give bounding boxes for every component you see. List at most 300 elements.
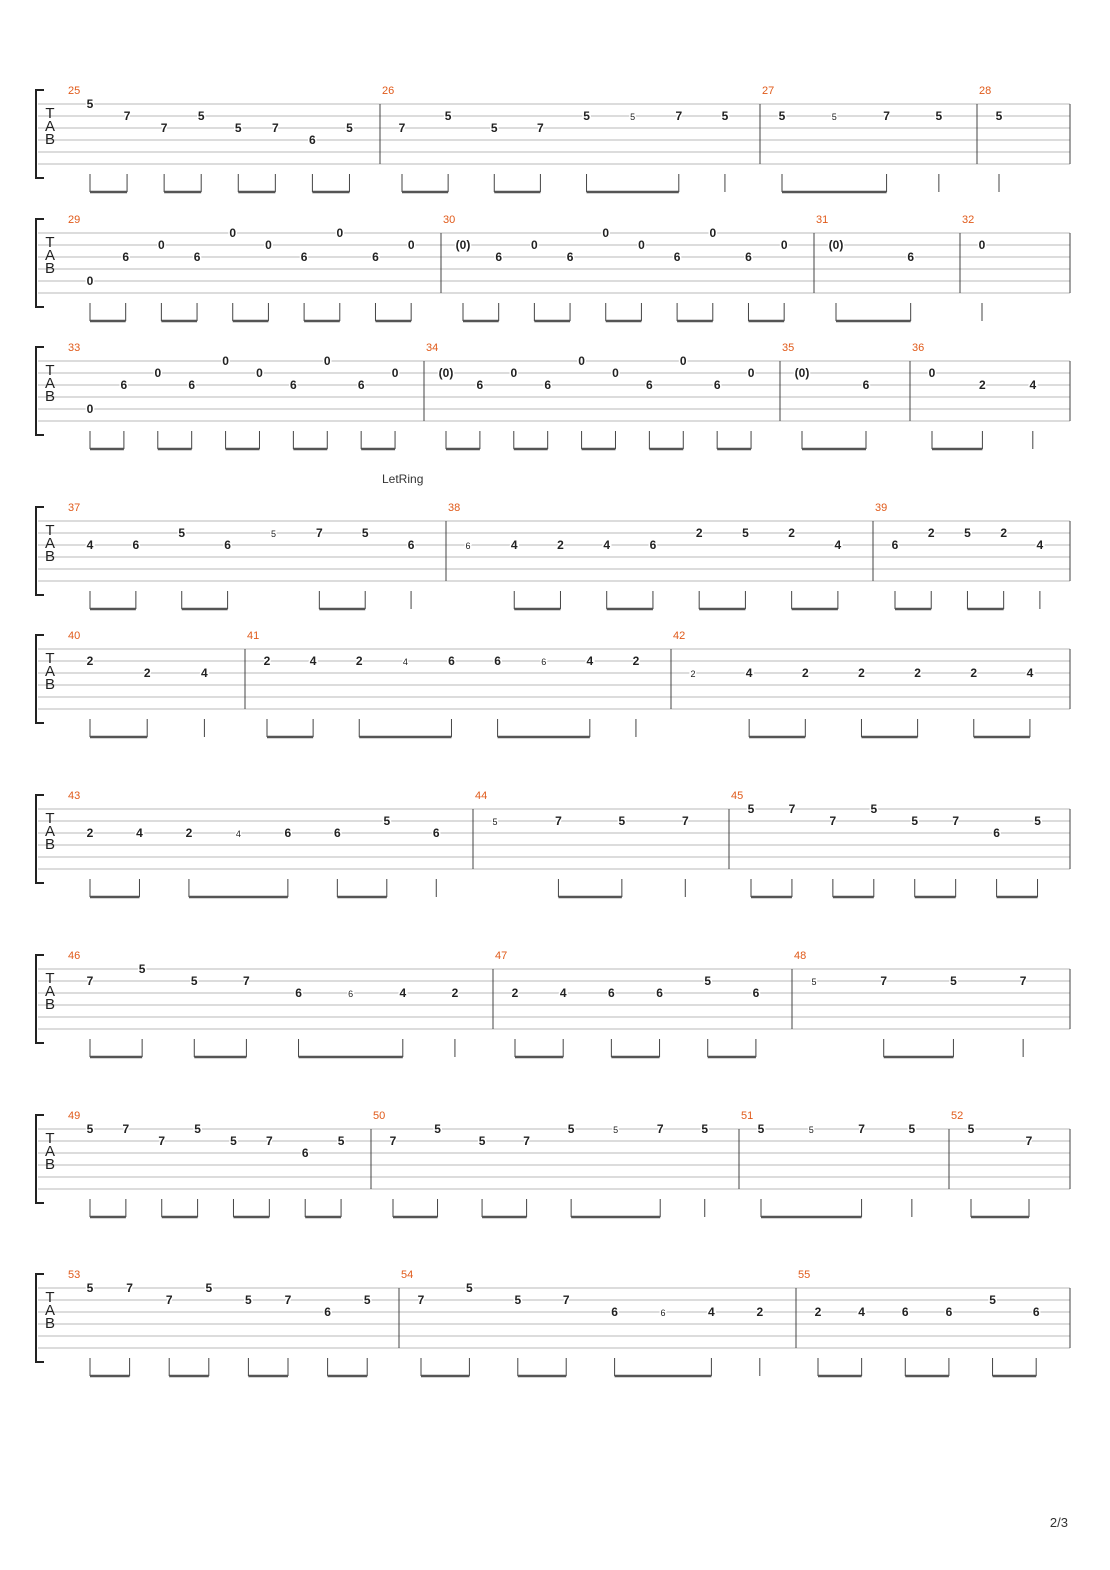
fret-number: 7	[1025, 1134, 1033, 1148]
fret-number: 7	[126, 1281, 133, 1295]
fret-number: 7	[165, 1293, 173, 1307]
tab-clef-letter: B	[44, 388, 56, 405]
fret-number: 7	[1019, 974, 1027, 988]
fret-number: 0	[510, 366, 518, 380]
measure-number: 54	[401, 1269, 414, 1281]
grace-fret-number: 5	[811, 977, 817, 987]
grace-fret-number: 5	[492, 817, 498, 827]
fret-number: 5	[86, 1122, 94, 1136]
grace-fret-number: 6	[465, 541, 471, 551]
measure	[68, 85, 353, 192]
fret-number: 6	[494, 654, 501, 668]
measure-number: 47	[495, 950, 508, 962]
measure-number: 37	[68, 502, 81, 514]
system-bracket	[36, 1115, 44, 1203]
fret-number: 0	[336, 226, 344, 240]
fret-number: 6	[566, 250, 574, 264]
measure	[373, 1110, 708, 1217]
page-number: 2/3	[1049, 1515, 1068, 1530]
fret-number: 2	[451, 986, 459, 1000]
measure	[443, 214, 788, 321]
fret-number: 0	[531, 238, 538, 252]
fret-number: (0)	[438, 366, 454, 380]
fret-number: 4	[559, 986, 567, 1000]
tab-clef-letter: A	[44, 535, 56, 552]
fret-number: 7	[788, 802, 796, 816]
fret-number: 6	[432, 826, 440, 840]
fret-number: 0	[709, 226, 717, 240]
fret-number: 7	[675, 109, 683, 123]
fret-number: 0	[323, 354, 331, 368]
fret-number: 5	[86, 1281, 94, 1295]
tab-clef-letter: A	[44, 1143, 56, 1160]
fret-number: 4	[1029, 378, 1037, 392]
fret-number: 6	[713, 378, 721, 392]
fret-number: 0	[928, 366, 936, 380]
fret-number: 6	[891, 538, 899, 552]
measure	[731, 790, 1041, 897]
fret-number: 5	[444, 109, 452, 123]
fret-number: 5	[870, 802, 878, 816]
tab-clef-letter: B	[44, 1315, 56, 1332]
measure	[247, 630, 640, 737]
fret-number: 4	[1036, 538, 1044, 552]
tab-clef-letter: T	[45, 810, 55, 827]
fret-number: 7	[417, 1293, 425, 1307]
measure	[673, 630, 1034, 737]
fret-number: 4	[201, 666, 208, 680]
fret-number: 6	[448, 654, 455, 668]
fret-number: 5	[747, 802, 755, 816]
fret-number: 5	[86, 97, 94, 111]
tab-clef-letter: B	[44, 131, 56, 148]
fret-number: 6	[495, 250, 503, 264]
measure	[68, 790, 440, 897]
fret-number: 6	[372, 250, 379, 264]
measure-number: 42	[673, 630, 686, 642]
fret-number: 2	[86, 654, 94, 668]
grace-fret-number: 5	[808, 1125, 814, 1135]
measure	[448, 502, 842, 609]
fret-number: (0)	[794, 366, 810, 380]
fret-number: 0	[747, 366, 755, 380]
let-ring-annotation: LetRing	[382, 472, 424, 486]
fret-number: 6	[907, 250, 915, 264]
fret-number: 6	[120, 378, 128, 392]
fret-number: 5	[230, 1134, 237, 1148]
fret-number: 2	[756, 1305, 764, 1319]
measure	[912, 342, 1036, 449]
fret-number: 6	[649, 538, 657, 552]
fret-number: 6	[673, 250, 681, 264]
measure-number: 38	[448, 502, 461, 514]
system-bracket	[36, 955, 44, 1043]
tab-clef-letter: T	[45, 1289, 55, 1306]
fret-number: 6	[224, 538, 231, 552]
fret-number: 5	[567, 1122, 575, 1136]
measure-number: 43	[68, 790, 81, 802]
fret-number: 6	[324, 1305, 331, 1319]
measure	[68, 342, 399, 449]
fret-number: 6	[1032, 1305, 1040, 1319]
fret-number: 7	[389, 1134, 397, 1148]
fret-number: 5	[363, 1293, 371, 1307]
fret-number: 5	[194, 1122, 201, 1136]
fret-number: 5	[490, 121, 498, 135]
fret-number: 5	[383, 814, 391, 828]
fret-number: 2	[858, 666, 865, 680]
fret-number: 6	[646, 378, 653, 392]
fret-number: 0	[679, 354, 687, 368]
tab-clef-letter: B	[44, 836, 56, 853]
grace-fret-number: 4	[402, 657, 408, 667]
fret-number: 0	[229, 226, 237, 240]
measure	[382, 85, 729, 192]
measure	[794, 950, 1027, 1057]
measure	[962, 214, 986, 321]
measure-number: 52	[951, 1110, 964, 1122]
tab-clef-letter: B	[44, 1156, 56, 1173]
system-bracket	[36, 1274, 44, 1362]
fret-number: 5	[701, 1122, 709, 1136]
fret-number: 7	[952, 814, 960, 828]
fret-number: 0	[638, 238, 645, 252]
fret-number: 2	[557, 538, 564, 552]
measure	[68, 950, 459, 1057]
tab-system	[36, 1110, 1070, 1217]
measure-number: 50	[373, 1110, 386, 1122]
fret-number: 5	[967, 1122, 975, 1136]
fret-number: 6	[901, 1305, 909, 1319]
fret-number: 5	[197, 109, 205, 123]
fret-number: 7	[123, 109, 131, 123]
fret-number: 4	[136, 826, 143, 840]
fret-number: 5	[950, 974, 957, 988]
measure	[875, 502, 1044, 609]
tab-system	[36, 1269, 1070, 1376]
system-bracket	[36, 90, 44, 178]
tab-clef-letter: A	[44, 983, 56, 1000]
fret-number: 6	[333, 826, 341, 840]
measure	[401, 1269, 763, 1376]
measure-number: 45	[731, 790, 744, 802]
fret-number: 6	[945, 1305, 953, 1319]
fret-number: 5	[935, 109, 943, 123]
measure-number: 34	[426, 342, 439, 354]
grace-fret-number: 6	[348, 989, 354, 999]
measure	[762, 85, 943, 192]
tab-clef-letter: A	[44, 823, 56, 840]
measure-number: 26	[382, 85, 395, 97]
fret-number: 7	[523, 1134, 530, 1148]
measure-number: 46	[68, 950, 81, 962]
fret-number: 7	[86, 974, 94, 988]
fret-number: 5	[704, 974, 712, 988]
measure	[68, 630, 208, 737]
fret-number: 5	[908, 1122, 916, 1136]
measure-number: 44	[475, 790, 488, 802]
measure-number: 49	[68, 1110, 81, 1122]
fret-number: 4	[586, 654, 594, 668]
fret-number: 7	[122, 1122, 130, 1136]
fret-number: 0	[86, 274, 94, 288]
fret-number: 6	[407, 538, 415, 552]
fret-number: 5	[583, 109, 590, 123]
fret-number: 0	[158, 238, 165, 252]
tab-system	[36, 214, 1070, 321]
tab-clef-letter: T	[45, 970, 55, 987]
fret-number: 2	[511, 986, 519, 1000]
fret-number: 5	[742, 526, 749, 540]
measure-number: 25	[68, 85, 81, 97]
fret-number: 2	[355, 654, 363, 668]
fret-number: 5	[478, 1134, 486, 1148]
measure-number: 28	[979, 85, 992, 97]
system-bracket	[36, 219, 44, 307]
fret-number: 5	[234, 121, 242, 135]
fret-number: 6	[301, 1146, 309, 1160]
fret-number: 7	[315, 526, 323, 540]
fret-number: 6	[284, 826, 292, 840]
tab-system	[36, 342, 1070, 449]
tab-system	[36, 630, 1070, 737]
fret-number: 7	[284, 1293, 292, 1307]
tab-clef-letter: T	[45, 105, 55, 122]
grace-fret-number: 2	[690, 669, 696, 679]
fret-number: 6	[745, 250, 752, 264]
fret-number: 2	[1000, 526, 1008, 540]
measure	[426, 342, 755, 449]
fret-number: 5	[757, 1122, 765, 1136]
tab-system	[36, 790, 1070, 897]
measure-number: 31	[816, 214, 829, 226]
system-bracket	[36, 795, 44, 883]
fret-number: 2	[632, 654, 640, 668]
measure	[475, 790, 689, 897]
fret-number: 7	[681, 814, 689, 828]
measure	[798, 1269, 1040, 1376]
fret-number: 2	[801, 666, 809, 680]
fret-number: 5	[434, 1122, 441, 1136]
grace-fret-number: 6	[541, 657, 547, 667]
tab-system	[36, 502, 1070, 609]
fret-number: 2	[695, 526, 703, 540]
fret-number: 4	[603, 538, 611, 552]
fret-number: 2	[927, 526, 935, 540]
fret-number: 5	[337, 1134, 345, 1148]
fret-number: 0	[86, 402, 94, 416]
measure	[782, 342, 870, 449]
tab-clef-letter: A	[44, 118, 56, 135]
tab-clef-letter: T	[45, 234, 55, 251]
measure-number: 51	[741, 1110, 754, 1122]
fret-number: 7	[656, 1122, 664, 1136]
tab-clef-letter: B	[44, 996, 56, 1013]
tab-clef-letter: B	[44, 548, 56, 565]
fret-number: 0	[612, 366, 619, 380]
tab-clef-letter: A	[44, 375, 56, 392]
fret-number: 7	[562, 1293, 570, 1307]
fret-number: 6	[357, 378, 365, 392]
measure	[68, 214, 415, 321]
measure	[68, 1269, 371, 1376]
fret-number: 7	[158, 1134, 166, 1148]
measure	[979, 85, 1003, 192]
fret-number: 0	[391, 366, 399, 380]
fret-number: 6	[193, 250, 201, 264]
fret-number: 7	[555, 814, 562, 828]
measure	[68, 502, 415, 609]
fret-number: 6	[309, 133, 316, 147]
fret-number: 7	[265, 1134, 273, 1148]
tab-clef-letter: T	[45, 522, 55, 539]
fret-number: 2	[143, 666, 151, 680]
measure	[741, 1110, 916, 1217]
fret-number: 4	[510, 538, 518, 552]
grace-fret-number: 5	[613, 1125, 619, 1135]
grace-fret-number: 4	[235, 829, 241, 839]
fret-number: 0	[602, 226, 610, 240]
measure-number: 29	[68, 214, 81, 226]
measure	[816, 214, 914, 321]
fret-number: 7	[271, 121, 279, 135]
measure-number: 55	[798, 1269, 811, 1281]
measure-number: 48	[794, 950, 807, 962]
fret-number: 0	[780, 238, 788, 252]
tab-systems	[36, 85, 1070, 1376]
system-bracket	[36, 347, 44, 435]
fret-number: 6	[188, 378, 196, 392]
tab-clef-letter: T	[45, 1130, 55, 1147]
fret-number: 2	[970, 666, 978, 680]
measure-number: 33	[68, 342, 81, 354]
fret-number: 0	[407, 238, 415, 252]
fret-number: 5	[1034, 814, 1041, 828]
fret-number: 6	[608, 986, 615, 1000]
tab-clef-letter: T	[45, 650, 55, 667]
fret-number: 6	[476, 378, 484, 392]
fret-number: 0	[578, 354, 585, 368]
measure	[68, 1110, 345, 1217]
fret-number: 2	[914, 666, 921, 680]
fret-number: 2	[185, 826, 193, 840]
fret-number: 5	[190, 974, 198, 988]
fret-number: 6	[544, 378, 552, 392]
fret-number: 6	[295, 986, 302, 1000]
tab-clef-letter: A	[44, 1302, 56, 1319]
fret-number: 0	[978, 238, 986, 252]
fret-number: 6	[132, 538, 140, 552]
fret-number: 2	[979, 378, 986, 392]
grace-fret-number: 5	[630, 112, 636, 122]
fret-number: 5	[911, 814, 919, 828]
measure	[495, 950, 760, 1057]
fret-number: 6	[290, 378, 297, 392]
tab-clef-letter: B	[44, 260, 56, 277]
fret-number: 5	[346, 121, 353, 135]
fret-number: 6	[122, 250, 130, 264]
grace-fret-number: 6	[660, 1308, 666, 1318]
fret-number: 2	[86, 826, 94, 840]
fret-number: 6	[993, 826, 1000, 840]
fret-number: 4	[834, 538, 842, 552]
fret-number: (0)	[455, 238, 471, 252]
system-bracket	[36, 507, 44, 595]
fret-number: 7	[883, 109, 890, 123]
tab-clef-letter: T	[45, 362, 55, 379]
measure-number: 40	[68, 630, 81, 642]
tab-clef-letter: A	[44, 247, 56, 264]
fret-number: 5	[721, 109, 729, 123]
fret-number: (0)	[828, 238, 844, 252]
fret-number: 2	[263, 654, 271, 668]
fret-number: 5	[138, 962, 146, 976]
fret-number: 0	[154, 366, 162, 380]
fret-number: 0	[265, 238, 272, 252]
fret-number: 5	[618, 814, 626, 828]
fret-number: 5	[778, 109, 786, 123]
measure-number: 32	[962, 214, 975, 226]
measure-number: 35	[782, 342, 795, 354]
fret-number: 4	[1026, 666, 1034, 680]
fret-number: 7	[243, 974, 250, 988]
measure-number: 39	[875, 502, 888, 514]
fret-number: 7	[880, 974, 888, 988]
fret-number: 5	[995, 109, 1003, 123]
measure	[951, 1110, 1033, 1217]
fret-number: 6	[862, 378, 870, 392]
fret-number: 5	[361, 526, 369, 540]
fret-number: 2	[814, 1305, 822, 1319]
fret-number: 5	[466, 1281, 473, 1295]
fret-number: 0	[222, 354, 229, 368]
measure-number: 36	[912, 342, 925, 354]
grace-fret-number: 5	[831, 112, 837, 122]
fret-number: 7	[829, 814, 837, 828]
fret-number: 0	[256, 366, 263, 380]
system-bracket	[36, 635, 44, 723]
fret-number: 4	[708, 1305, 715, 1319]
fret-number: 5	[245, 1293, 252, 1307]
fret-number: 6	[656, 986, 663, 1000]
measure-number: 41	[247, 630, 260, 642]
fret-number: 4	[399, 986, 407, 1000]
tab-system	[36, 950, 1070, 1057]
measure-number: 53	[68, 1269, 81, 1281]
fret-number: 6	[752, 986, 760, 1000]
measure-number: 30	[443, 214, 456, 226]
fret-number: 5	[178, 526, 186, 540]
tab-system	[36, 85, 1070, 192]
tab-clef-letter: A	[44, 663, 56, 680]
tab-clef-letter: B	[44, 676, 56, 693]
fret-number: 5	[989, 1293, 996, 1307]
fret-number: 4	[745, 666, 753, 680]
fret-number: 7	[537, 121, 544, 135]
measure-number: 27	[762, 85, 775, 97]
fret-number: 6	[611, 1305, 618, 1319]
fret-number: 2	[788, 526, 795, 540]
grace-fret-number: 5	[270, 529, 276, 539]
fret-number: 6	[300, 250, 308, 264]
fret-number: 5	[205, 1281, 213, 1295]
fret-number: 7	[858, 1122, 865, 1136]
fret-number: 4	[309, 654, 317, 668]
fret-number: 7	[160, 121, 168, 135]
fret-number: 5	[964, 526, 971, 540]
fret-number: 5	[514, 1293, 522, 1307]
fret-number: 4	[86, 538, 94, 552]
